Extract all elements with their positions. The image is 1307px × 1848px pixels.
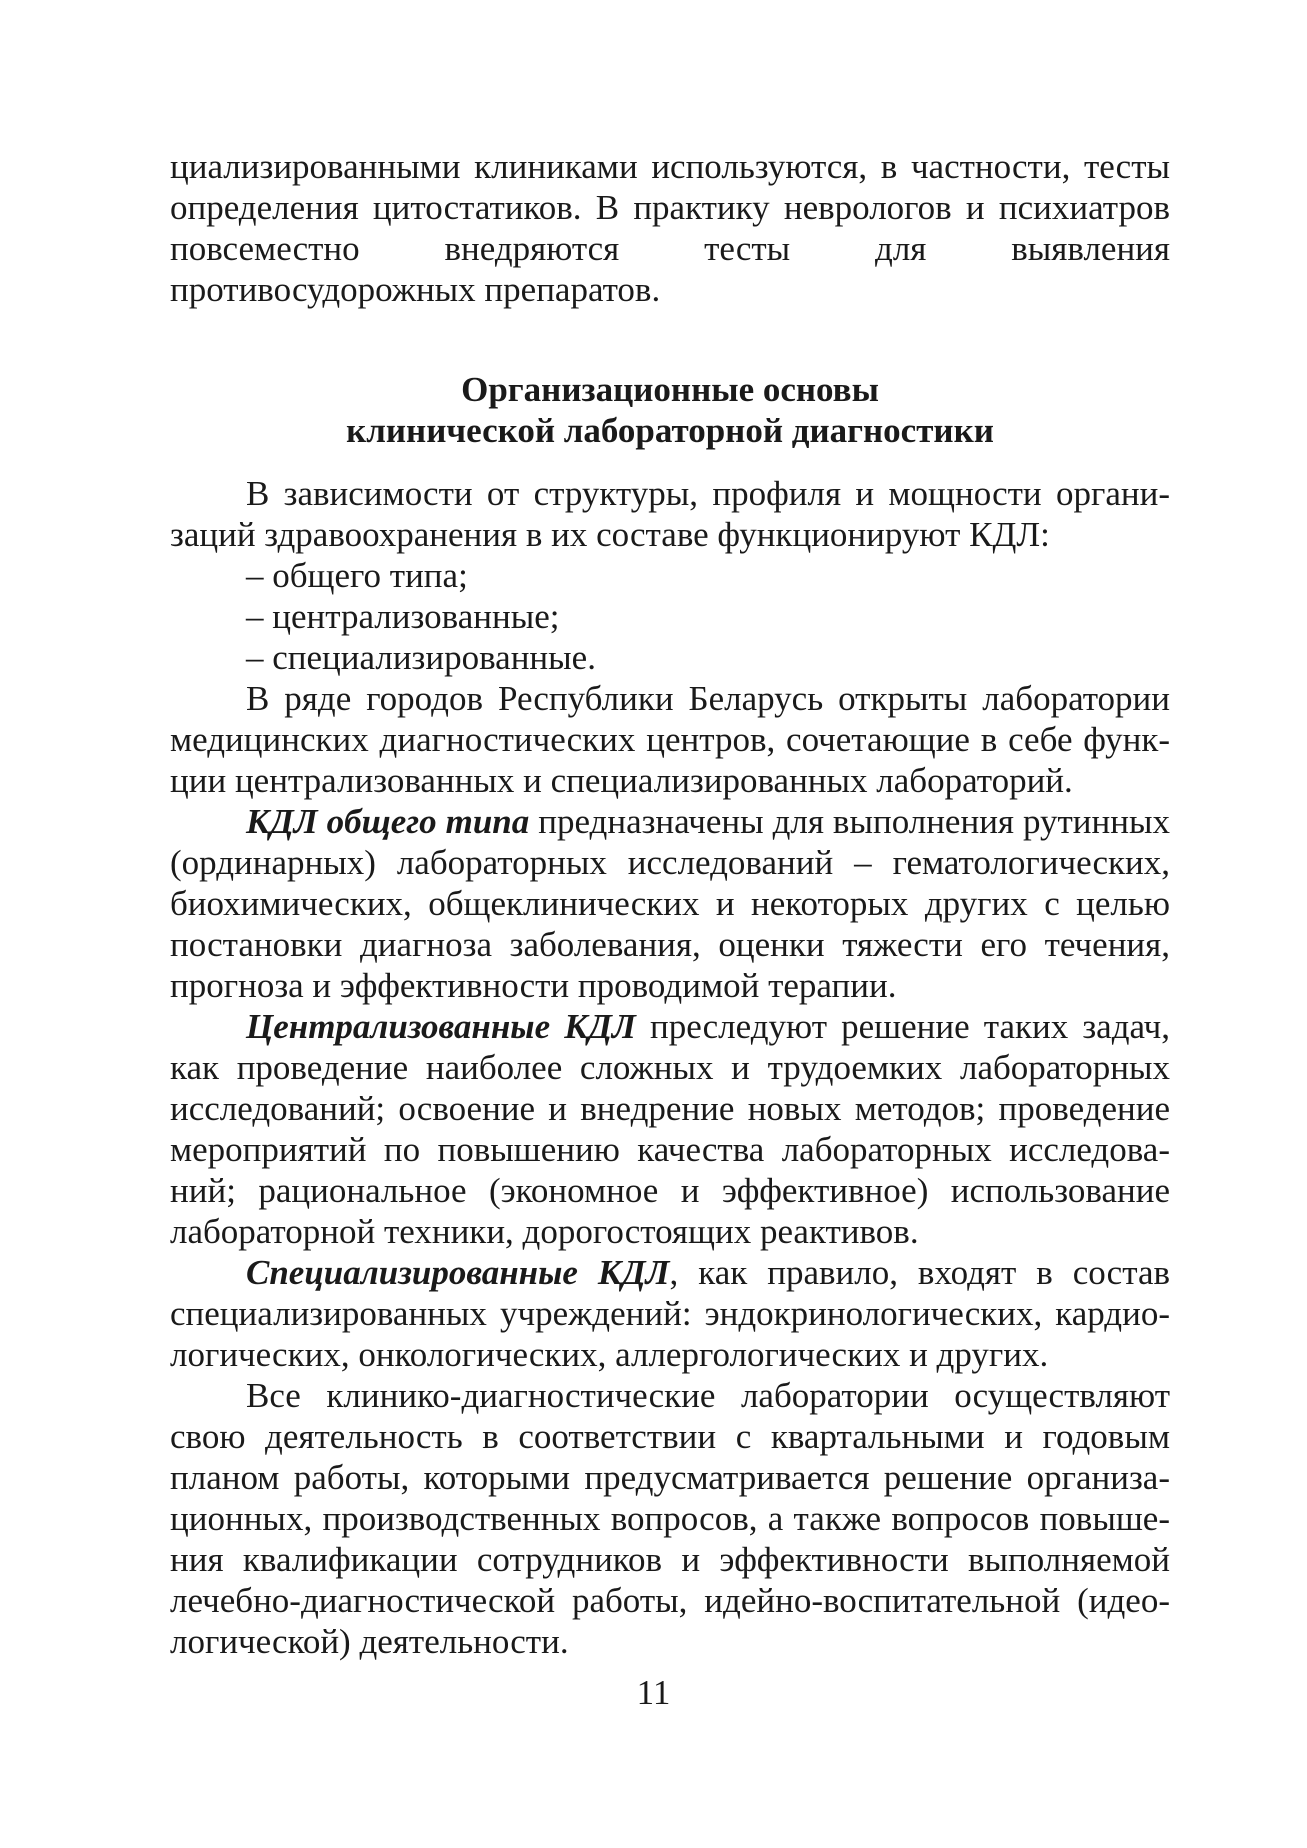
section-heading [170,369,1170,451]
page-number: 11 [636,1673,671,1712]
specialized-term: Специализированные КДЛ [246,1253,670,1292]
closing-paragraph: Все клинико-диагностические лаборатории осуществляют свою деятельность в соответствии с квартальными и годовым планом работы, которыми предусматривается решение организационных, производственных вопросов, а также вопросов повышения квалификации сотрудников и эффективности выполняемой лечебно-диагностической работы, идейно-воспитательной (идеологической) деятельности. [170,1376,1170,1661]
general-type-paragraph [170,801,1170,1006]
general-type-term: КДЛ общего типа [246,802,530,841]
centralized-paragraph [170,1006,1170,1252]
centralized-term: Централизованные КДЛ [246,1007,636,1046]
intro-paragraph: В зависимости от структуры, профиля и мощности организаций здравоохранения в их составе функционируют КДЛ: [170,474,1170,554]
section-heading-line-2: клинической лабораторной диагностики [346,411,994,450]
general-type-text: предназначены для выполнения рутинных (ординарных) лабораторных исследований – гематологических, биохимических, общеклинических и некоторых других с целью постановки диагноза заболевания, оценки тяжести его течения, прогноза и эффективности проводимой терапии. [170,802,1171,1005]
continuation-paragraph: циализированными клиниками используются, в частности, тесты определения цитостатиков. В практику неврологов и психиатров повсеместно внедряются тесты для выявления противосудорожных препаратов. [170,147,1170,309]
section-heading-line-1: Организационные основы [461,370,879,409]
specialized-paragraph [170,1252,1170,1375]
specialized-text: , как правило, входят в состав специализированных учреждений: эндокринологических, кардиологических, онкологических, аллергологических и других. [170,1253,1170,1374]
centralized-text: преследуют решение таких задач, как проведение наиболее сложных и трудоемких лабораторных исследований; освоение и внедрение новых методов; проведение мероприятий по повышению качества лабораторных исследований; рациональное (экономное и эффективное) использование лабораторной техники, дорогостоящих реактивов. [170,1007,1170,1251]
list-item: – централизованные; [246,597,560,636]
medical-centers-paragraph: В ряде городов Республики Беларусь открыты лаборатории медицинских диагностических центров, сочетающие в себе функции централизованных и специализированных лабораторий. [170,679,1170,800]
list-item: – специализированные. [246,638,596,677]
list-item: – общего типа; [246,556,468,595]
text-column [170,146,1170,1662]
